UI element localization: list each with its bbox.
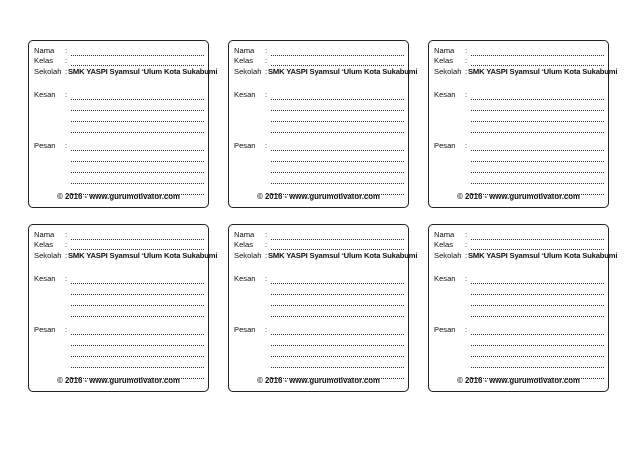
footer-credit: © 2016 - www.gurumotivator.com — [457, 376, 580, 386]
kesan-colon: : — [65, 274, 68, 283]
kelas-label: Kelas — [34, 56, 53, 65]
kelas-row — [34, 57, 204, 67]
pesan-line-dotted-line[interactable] — [471, 356, 604, 357]
pesan-line — [234, 164, 404, 174]
kelas-colon: : — [465, 56, 468, 65]
nama-row — [434, 231, 604, 241]
pesan-colon: : — [265, 141, 268, 150]
kesan-line-dotted-line[interactable] — [71, 132, 204, 133]
greeting-card — [428, 224, 618, 392]
pesan-line — [434, 348, 604, 358]
kesan-line — [34, 113, 204, 123]
pesan-colon: : — [265, 325, 268, 334]
sekolah-colon: : — [265, 251, 268, 260]
nama-colon: : — [65, 46, 68, 55]
nama-field-line[interactable] — [271, 239, 404, 240]
pesan-line-dotted-line[interactable] — [271, 345, 404, 346]
pesan-line-dotted-line[interactable] — [71, 161, 204, 162]
kelas-colon: : — [65, 240, 68, 249]
school-name: SMK YASPI Syamsul ‘Ulum Kota Sukabumi — [268, 251, 418, 260]
pesan-line — [434, 164, 604, 174]
kelas-field-line[interactable] — [271, 249, 404, 250]
pesan-field-line[interactable] — [471, 334, 604, 335]
kesan-field-line[interactable] — [271, 283, 404, 284]
kesan-line-dotted-line[interactable] — [471, 316, 604, 317]
nama-row — [34, 47, 204, 57]
sekolah-colon: : — [65, 67, 68, 76]
pesan-label: Pesan — [34, 325, 56, 334]
pesan-colon: : — [65, 325, 68, 334]
greeting-card — [428, 40, 618, 208]
sekolah-row — [234, 67, 418, 78]
kesan-colon: : — [65, 90, 68, 99]
kesan-line — [434, 297, 604, 307]
kesan-field-line[interactable] — [471, 283, 604, 284]
pesan-line — [234, 153, 404, 163]
kelas-field-line[interactable] — [71, 65, 204, 66]
pesan-row — [34, 142, 204, 152]
kesan-line — [34, 124, 204, 134]
footer-credit: © 2016 - www.gurumotivator.com — [57, 192, 180, 202]
kesan-label: Kesan — [234, 274, 256, 283]
pesan-field-line[interactable] — [471, 150, 604, 151]
sekolah-label: Sekolah — [34, 251, 62, 260]
nama-colon: : — [465, 46, 468, 55]
nama-label: Nama — [234, 46, 255, 55]
kesan-colon: : — [265, 274, 268, 283]
nama-row — [234, 47, 404, 57]
footer-credit: © 2016 - www.gurumotivator.com — [457, 192, 580, 202]
footer-credit: © 2016 - www.gurumotivator.com — [57, 376, 180, 386]
nama-field-line[interactable] — [71, 55, 204, 56]
pesan-line-dotted-line[interactable] — [71, 367, 204, 368]
nama-row — [34, 231, 204, 241]
kesan-label: Kesan — [434, 90, 456, 99]
kelas-row — [234, 57, 404, 67]
pesan-row — [34, 326, 204, 336]
pesan-line — [34, 359, 204, 369]
kelas-colon: : — [265, 56, 268, 65]
kesan-field-line[interactable] — [271, 99, 404, 100]
pesan-line — [434, 337, 604, 347]
pesan-line-dotted-line[interactable] — [271, 356, 404, 357]
kesan-line — [234, 297, 404, 307]
kesan-colon: : — [265, 90, 268, 99]
kesan-field-line[interactable] — [471, 99, 604, 100]
pesan-line — [434, 153, 604, 163]
pesan-line-dotted-line[interactable] — [271, 161, 404, 162]
school-name: SMK YASPI Syamsul ‘Ulum Kota Sukabumi — [68, 67, 218, 76]
kesan-line — [234, 113, 404, 123]
greeting-card — [228, 40, 418, 208]
kesan-line-dotted-line[interactable] — [271, 110, 404, 111]
sekolah-row — [434, 67, 618, 78]
pesan-colon: : — [465, 325, 468, 334]
kelas-label: Kelas — [234, 240, 253, 249]
kesan-row — [434, 91, 604, 101]
pesan-line-dotted-line[interactable] — [71, 172, 204, 173]
sekolah-row — [234, 251, 418, 262]
kelas-field-line[interactable] — [271, 65, 404, 66]
kesan-line-dotted-line[interactable] — [471, 305, 604, 306]
kesan-line — [234, 124, 404, 134]
kesan-line-dotted-line[interactable] — [71, 316, 204, 317]
pesan-line-dotted-line[interactable] — [271, 172, 404, 173]
kesan-label: Kesan — [34, 274, 56, 283]
kesan-line-dotted-line[interactable] — [71, 294, 204, 295]
pesan-line — [234, 337, 404, 347]
kesan-colon: : — [465, 90, 468, 99]
kesan-line-dotted-line[interactable] — [71, 121, 204, 122]
kelas-colon: : — [465, 240, 468, 249]
kelas-field-line[interactable] — [471, 65, 604, 66]
nama-field-line[interactable] — [271, 55, 404, 56]
kelas-field-line[interactable] — [471, 249, 604, 250]
kelas-colon: : — [65, 56, 68, 65]
nama-colon: : — [265, 46, 268, 55]
kelas-row — [434, 57, 604, 67]
kesan-field-line[interactable] — [71, 283, 204, 284]
sekolah-colon: : — [265, 67, 268, 76]
kelas-label: Kelas — [34, 240, 53, 249]
sekolah-colon: : — [65, 251, 68, 260]
nama-colon: : — [465, 230, 468, 239]
school-name: SMK YASPI Syamsul ‘Ulum Kota Sukabumi — [268, 67, 418, 76]
pesan-colon: : — [65, 141, 68, 150]
kelas-colon: : — [265, 240, 268, 249]
pesan-line — [234, 348, 404, 358]
pesan-field-line[interactable] — [271, 150, 404, 151]
kesan-line-dotted-line[interactable] — [271, 132, 404, 133]
pesan-label: Pesan — [234, 141, 256, 150]
kesan-line-dotted-line[interactable] — [271, 305, 404, 306]
school-name: SMK YASPI Syamsul ‘Ulum Kota Sukabumi — [468, 251, 618, 260]
kesan-line-dotted-line[interactable] — [471, 110, 604, 111]
kesan-label: Kesan — [34, 90, 56, 99]
pesan-line-dotted-line[interactable] — [71, 345, 204, 346]
nama-label: Nama — [434, 230, 455, 239]
sekolah-label: Sekolah — [234, 251, 262, 260]
nama-label: Nama — [34, 230, 55, 239]
nama-field-line[interactable] — [71, 239, 204, 240]
kesan-line — [434, 286, 604, 296]
kesan-line-dotted-line[interactable] — [471, 294, 604, 295]
kelas-label: Kelas — [434, 56, 453, 65]
kesan-row — [234, 91, 404, 101]
kesan-line — [434, 113, 604, 123]
kesan-line — [434, 124, 604, 134]
pesan-field-line[interactable] — [71, 334, 204, 335]
sekolah-row — [34, 251, 218, 262]
kesan-line-dotted-line[interactable] — [271, 316, 404, 317]
kelas-row — [34, 241, 204, 251]
kesan-row — [34, 91, 204, 101]
footer-credit: © 2016 - www.gurumotivator.com — [257, 192, 380, 202]
pesan-line-dotted-line[interactable] — [471, 172, 604, 173]
pesan-label: Pesan — [434, 141, 456, 150]
kesan-line — [434, 308, 604, 318]
pesan-label: Pesan — [434, 325, 456, 334]
nama-label: Nama — [234, 230, 255, 239]
pesan-line-dotted-line[interactable] — [71, 183, 204, 184]
kesan-label: Kesan — [434, 274, 456, 283]
greeting-card — [228, 224, 418, 392]
pesan-line-dotted-line[interactable] — [471, 345, 604, 346]
kesan-line-dotted-line[interactable] — [471, 121, 604, 122]
kesan-row — [34, 275, 204, 285]
kesan-line — [434, 102, 604, 112]
pesan-line-dotted-line[interactable] — [71, 356, 204, 357]
pesan-line — [34, 337, 204, 347]
sekolah-label: Sekolah — [434, 67, 462, 76]
kesan-row — [234, 275, 404, 285]
sekolah-label: Sekolah — [434, 251, 462, 260]
nama-label: Nama — [434, 46, 455, 55]
kesan-colon: : — [465, 274, 468, 283]
nama-field-line[interactable] — [471, 239, 604, 240]
footer-credit: © 2016 - www.gurumotivator.com — [257, 376, 380, 386]
kelas-label: Kelas — [234, 56, 253, 65]
kelas-label: Kelas — [434, 240, 453, 249]
pesan-row — [434, 326, 604, 336]
pesan-line — [234, 359, 404, 369]
kesan-line-dotted-line[interactable] — [271, 294, 404, 295]
pesan-field-line[interactable] — [71, 150, 204, 151]
sekolah-label: Sekolah — [34, 67, 62, 76]
pesan-label: Pesan — [34, 141, 56, 150]
pesan-line-dotted-line[interactable] — [471, 183, 604, 184]
sekolah-colon: : — [465, 67, 468, 76]
pesan-line-dotted-line[interactable] — [471, 367, 604, 368]
kesan-label: Kesan — [234, 90, 256, 99]
pesan-line-dotted-line[interactable] — [471, 161, 604, 162]
nama-colon: : — [265, 230, 268, 239]
nama-colon: : — [65, 230, 68, 239]
sekolah-colon: : — [465, 251, 468, 260]
pesan-field-line[interactable] — [271, 334, 404, 335]
kesan-line-dotted-line[interactable] — [471, 132, 604, 133]
kesan-line — [34, 102, 204, 112]
kesan-line-dotted-line[interactable] — [71, 305, 204, 306]
kelas-row — [434, 241, 604, 251]
pesan-line — [34, 175, 204, 185]
nama-row — [234, 231, 404, 241]
pesan-line-dotted-line[interactable] — [271, 367, 404, 368]
kelas-row — [234, 241, 404, 251]
kesan-line — [34, 286, 204, 296]
kesan-line — [34, 297, 204, 307]
pesan-line — [234, 175, 404, 185]
pesan-line — [434, 175, 604, 185]
kesan-line — [34, 308, 204, 318]
pesan-line-dotted-line[interactable] — [271, 183, 404, 184]
pesan-row — [434, 142, 604, 152]
kesan-line-dotted-line[interactable] — [71, 110, 204, 111]
kesan-field-line[interactable] — [71, 99, 204, 100]
school-name: SMK YASPI Syamsul ‘Ulum Kota Sukabumi — [68, 251, 218, 260]
greeting-card — [28, 40, 218, 208]
pesan-colon: : — [465, 141, 468, 150]
greeting-card — [28, 224, 218, 392]
kesan-row — [434, 275, 604, 285]
kelas-field-line[interactable] — [71, 249, 204, 250]
pesan-line — [34, 153, 204, 163]
pesan-row — [234, 142, 404, 152]
sekolah-label: Sekolah — [234, 67, 262, 76]
kesan-line — [234, 102, 404, 112]
pesan-line — [34, 348, 204, 358]
pesan-label: Pesan — [234, 325, 256, 334]
kesan-line — [234, 308, 404, 318]
nama-label: Nama — [34, 46, 55, 55]
pesan-row — [234, 326, 404, 336]
nama-row — [434, 47, 604, 57]
kesan-line — [234, 286, 404, 296]
school-name: SMK YASPI Syamsul ‘Ulum Kota Sukabumi — [468, 67, 618, 76]
sekolah-row — [434, 251, 618, 262]
nama-field-line[interactable] — [471, 55, 604, 56]
pesan-line — [34, 164, 204, 174]
kesan-line-dotted-line[interactable] — [271, 121, 404, 122]
pesan-line — [434, 359, 604, 369]
sekolah-row — [34, 67, 218, 78]
